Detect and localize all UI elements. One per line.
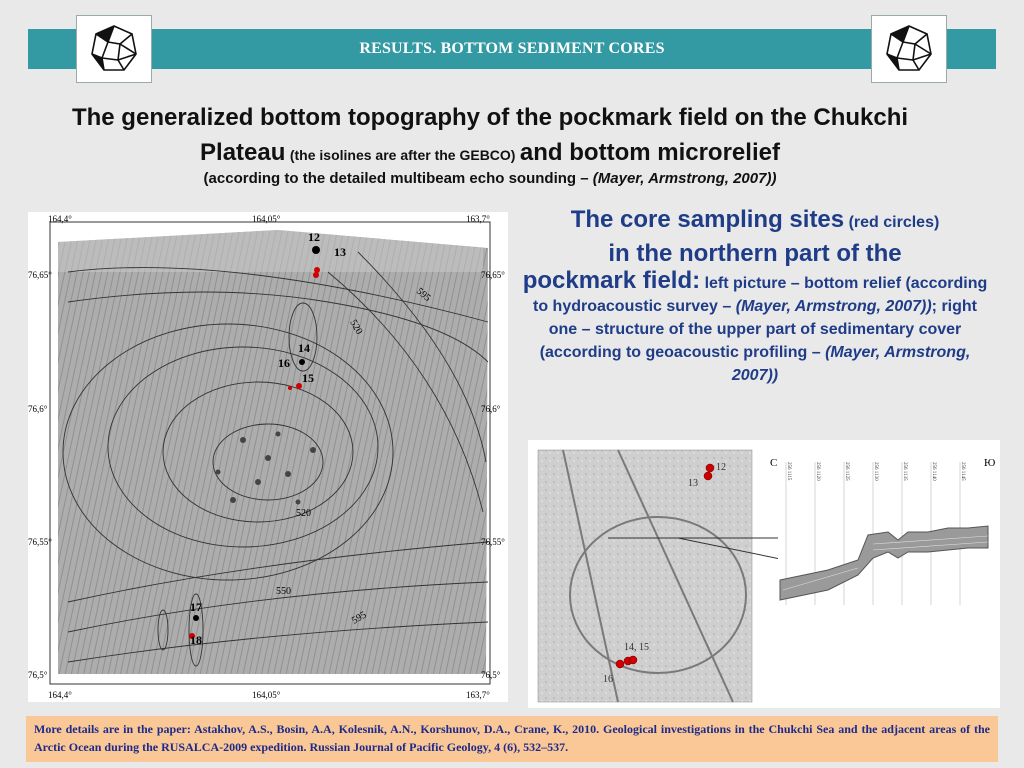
profile-corner-label: С (770, 457, 778, 469)
lat-label: 76,65° (481, 270, 505, 280)
profile-tick-label: 256 1125 (844, 462, 849, 481)
title-part1: The generalized bottom topography of the pockmark field on the Chukchi Plateau (71, 104, 909, 166)
lon-label: 164,05° (252, 690, 281, 700)
core-site-marker (288, 386, 292, 390)
site-label: 12 (716, 462, 726, 473)
profile-tick-label: 256 1140 (931, 462, 936, 481)
site-label: 13 (688, 478, 698, 489)
lat-label: 76,55° (481, 537, 505, 547)
site-label: 18 (190, 633, 202, 647)
slide-title (30, 102, 950, 172)
core-site-marker (704, 472, 712, 480)
site-label: 17 (190, 600, 202, 614)
polyhedron-logo-icon (84, 20, 144, 78)
desc-citation2: (Mayer, Armstrong, 2007)) (731, 344, 971, 384)
isoline-label: 520 (296, 508, 311, 519)
lon-label: 164,4° (48, 214, 72, 224)
core-site-marker (313, 272, 319, 278)
profile-tick-label: 256 1145 (960, 462, 965, 481)
title-part3: and bottom microrelief (519, 139, 780, 166)
isoline-label: 520 (347, 318, 365, 337)
lon-label: 164,4° (48, 690, 72, 700)
profile-corner-label: Ю (984, 457, 996, 469)
site-label: 12 (308, 230, 320, 244)
site-label: 13 (334, 245, 346, 259)
profile-tick-label: 256 1130 (873, 462, 878, 481)
core-site-marker (314, 267, 320, 273)
lat-label: 76,6° (28, 404, 48, 414)
lon-label: 163,7° (466, 690, 490, 700)
lat-label: 76,65° (28, 270, 52, 280)
slide-header-title: RESULTS. BOTTOM SEDIMENT CORES (359, 40, 665, 57)
lat-label: 76,55° (28, 537, 52, 547)
title-part2: (the isolines are after the GEBCO) (289, 147, 516, 163)
relief-and-profile-figure (528, 440, 1000, 708)
desc-text1: left picture – bottom relief (according to hydroacoustic survey – (533, 275, 988, 315)
site-label: 14 (298, 341, 310, 355)
lat-label: 76,5° (28, 670, 48, 680)
core-sites-description (520, 204, 990, 387)
core-site-marker (616, 660, 624, 668)
isoline-label: 595 (350, 609, 369, 627)
site-label: 16 (603, 674, 613, 685)
isoline-label: 595 (414, 285, 433, 304)
profile-tick-label: 256 1115 (786, 462, 791, 481)
lat-label: 76,5° (481, 670, 501, 680)
site-label: 14, 15 (624, 642, 649, 653)
subtitle-citation: (Mayer, Armstrong, 2007)) (592, 170, 777, 187)
logo-left (76, 15, 152, 83)
polyhedron-logo-icon (879, 20, 939, 78)
logo-right (871, 15, 947, 83)
desc-title-small: (red circles) (848, 214, 940, 231)
desc-line2: in the northern part of the (608, 240, 902, 267)
desc-line3: pockmark field: (522, 267, 701, 294)
core-site-marker (706, 464, 714, 472)
desc-title-big: The core sampling sites (570, 206, 845, 233)
seismic-profile (770, 457, 995, 620)
site-label: 15 (302, 371, 314, 385)
lat-label: 76,6° (481, 404, 501, 414)
desc-text2: ; right one – structure of the upper part of sedimentary cover (according to geoacoustic profiling – (539, 298, 977, 361)
profile-tick-label: 256 1135 (902, 462, 907, 481)
core-site-marker (629, 656, 637, 664)
lon-label: 164,05° (252, 214, 281, 224)
subtitle-plain: (according to the detailed multibeam echo sounding – (203, 170, 593, 187)
reference-footer: More details are in the paper: Astakhov, A.S., Bosin, A.A, Kolesnik, A.N., Korshunov, D.A., Crane, K., 2010. Geological investigations in the Chukchi Sea and the adjacent areas of the Arctic Ocean during the RUSALCA-2009 expedition. Russian Journal of Pacific Geology, 4 (6), 532–537. (26, 716, 998, 762)
bathymetry-map (28, 212, 508, 702)
desc-citation1: (Mayer, Armstrong, 2007)) (735, 298, 932, 315)
slide-subtitle (30, 170, 950, 187)
site-label: 16 (278, 356, 290, 370)
profile-tick-label: 256 1120 (815, 462, 820, 481)
lon-label: 163,7° (466, 214, 490, 224)
isoline-label: 550 (276, 586, 291, 597)
